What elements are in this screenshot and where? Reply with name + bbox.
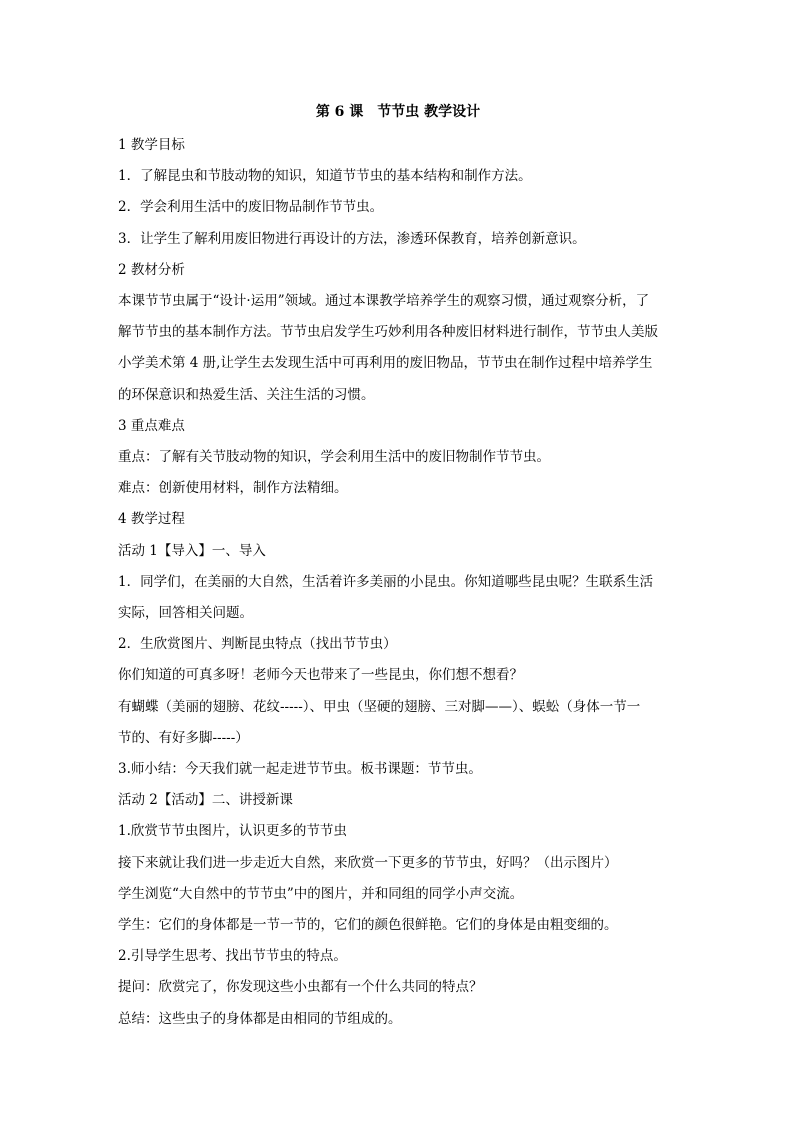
document-page	[118, 100, 678, 1035]
section-heading: 3 重点难点	[118, 417, 185, 434]
document-body	[118, 130, 678, 1035]
text-line: 小学美术第 4 册,让学生去发现生活中可再利用的废旧物品，节节虫在制作过程中培养学生	[118, 355, 653, 372]
text-line: 2．生欣赏图片、判断昆虫特点（找出节节虫）	[118, 636, 397, 653]
text-line: 有蝴蝶（美丽的翅膀、花纹-----）、甲虫（坚硬的翅膀、三对脚——）、蜈蚣（身体一节一	[118, 698, 641, 715]
text-line: 本课节节虫属于“设计·运用”领域。通过本课教学培养学生的观察习惯，通过观察分析，了	[118, 293, 650, 310]
text-line: 学生：它们的身体都是一节一节的，它们的颜色很鲜艳。它们的身体是由粗变细的。	[118, 917, 618, 934]
text-line: 接下来就让我们进一步走近大自然，来欣赏一下更多的节节虫，好吗？（出示图片）	[118, 854, 618, 871]
text-line: 1．同学们，在美丽的大自然，生活着许多美丽的小昆虫。你知道哪些昆虫呢？生联系生活	[118, 573, 654, 590]
section-heading: 2 教材分析	[118, 261, 185, 278]
text-line: 节的、有好多脚-----）	[118, 729, 249, 746]
text-line: 总结：这些虫子的身体都是由相同的节组成的。	[118, 1010, 402, 1027]
text-line: 活动 2【活动】二、讲授新课	[118, 792, 293, 809]
text-line: 活动 1【导入】一、导入	[118, 542, 266, 559]
text-line: 解节节虫的基本制作方法。节节虫启发学生巧妙利用各种废旧材料进行制作，节节虫人美版	[118, 324, 658, 341]
text-line: 3．让学生了解利用废旧物进行再设计的方法，渗透环保教育，培养创新意识。	[118, 230, 586, 247]
text-line: 的环保意识和热爱生活、关注生活的习惯。	[118, 386, 375, 403]
text-line: 3.师小结：今天我们就一起走进节节虫。板书课题：节节虫。	[118, 761, 482, 778]
text-line: 学生浏览“大自然中的节节虫”中的图片，并和同组的同学小声交流。	[118, 885, 524, 902]
text-line: 提问：欣赏完了，你发现这些小虫都有一个什么共同的特点？	[118, 979, 483, 996]
text-line: 2.引导学生思考、找出节节虫的特点。	[118, 948, 347, 965]
text-line: 你们知道的可真多呀！老师今天也带来了一些昆虫，你们想不想看？	[118, 667, 523, 684]
text-line: 难点：创新使用材料，制作方法精细。	[118, 480, 348, 497]
text-line: 1．了解昆虫和节肢动物的知识，知道节节虫的基本结构和制作方法。	[118, 168, 532, 185]
text-line: 1.欣赏节节虫图片，认识更多的节节虫	[118, 823, 347, 840]
document-title: 第 6 课 节节虫 教学设计	[315, 104, 481, 120]
text-line: 1 教学目标	[118, 137, 185, 153]
section-heading: 4 教学过程	[118, 511, 185, 528]
text-line: 重点：了解有关节肢动物的知识，学会利用生活中的废旧物制作节节虫。	[118, 449, 550, 466]
text-line: 实际，回答相关问题。	[118, 605, 253, 622]
text-line: 2．学会利用生活中的废旧物品制作节节虫。	[118, 199, 384, 216]
